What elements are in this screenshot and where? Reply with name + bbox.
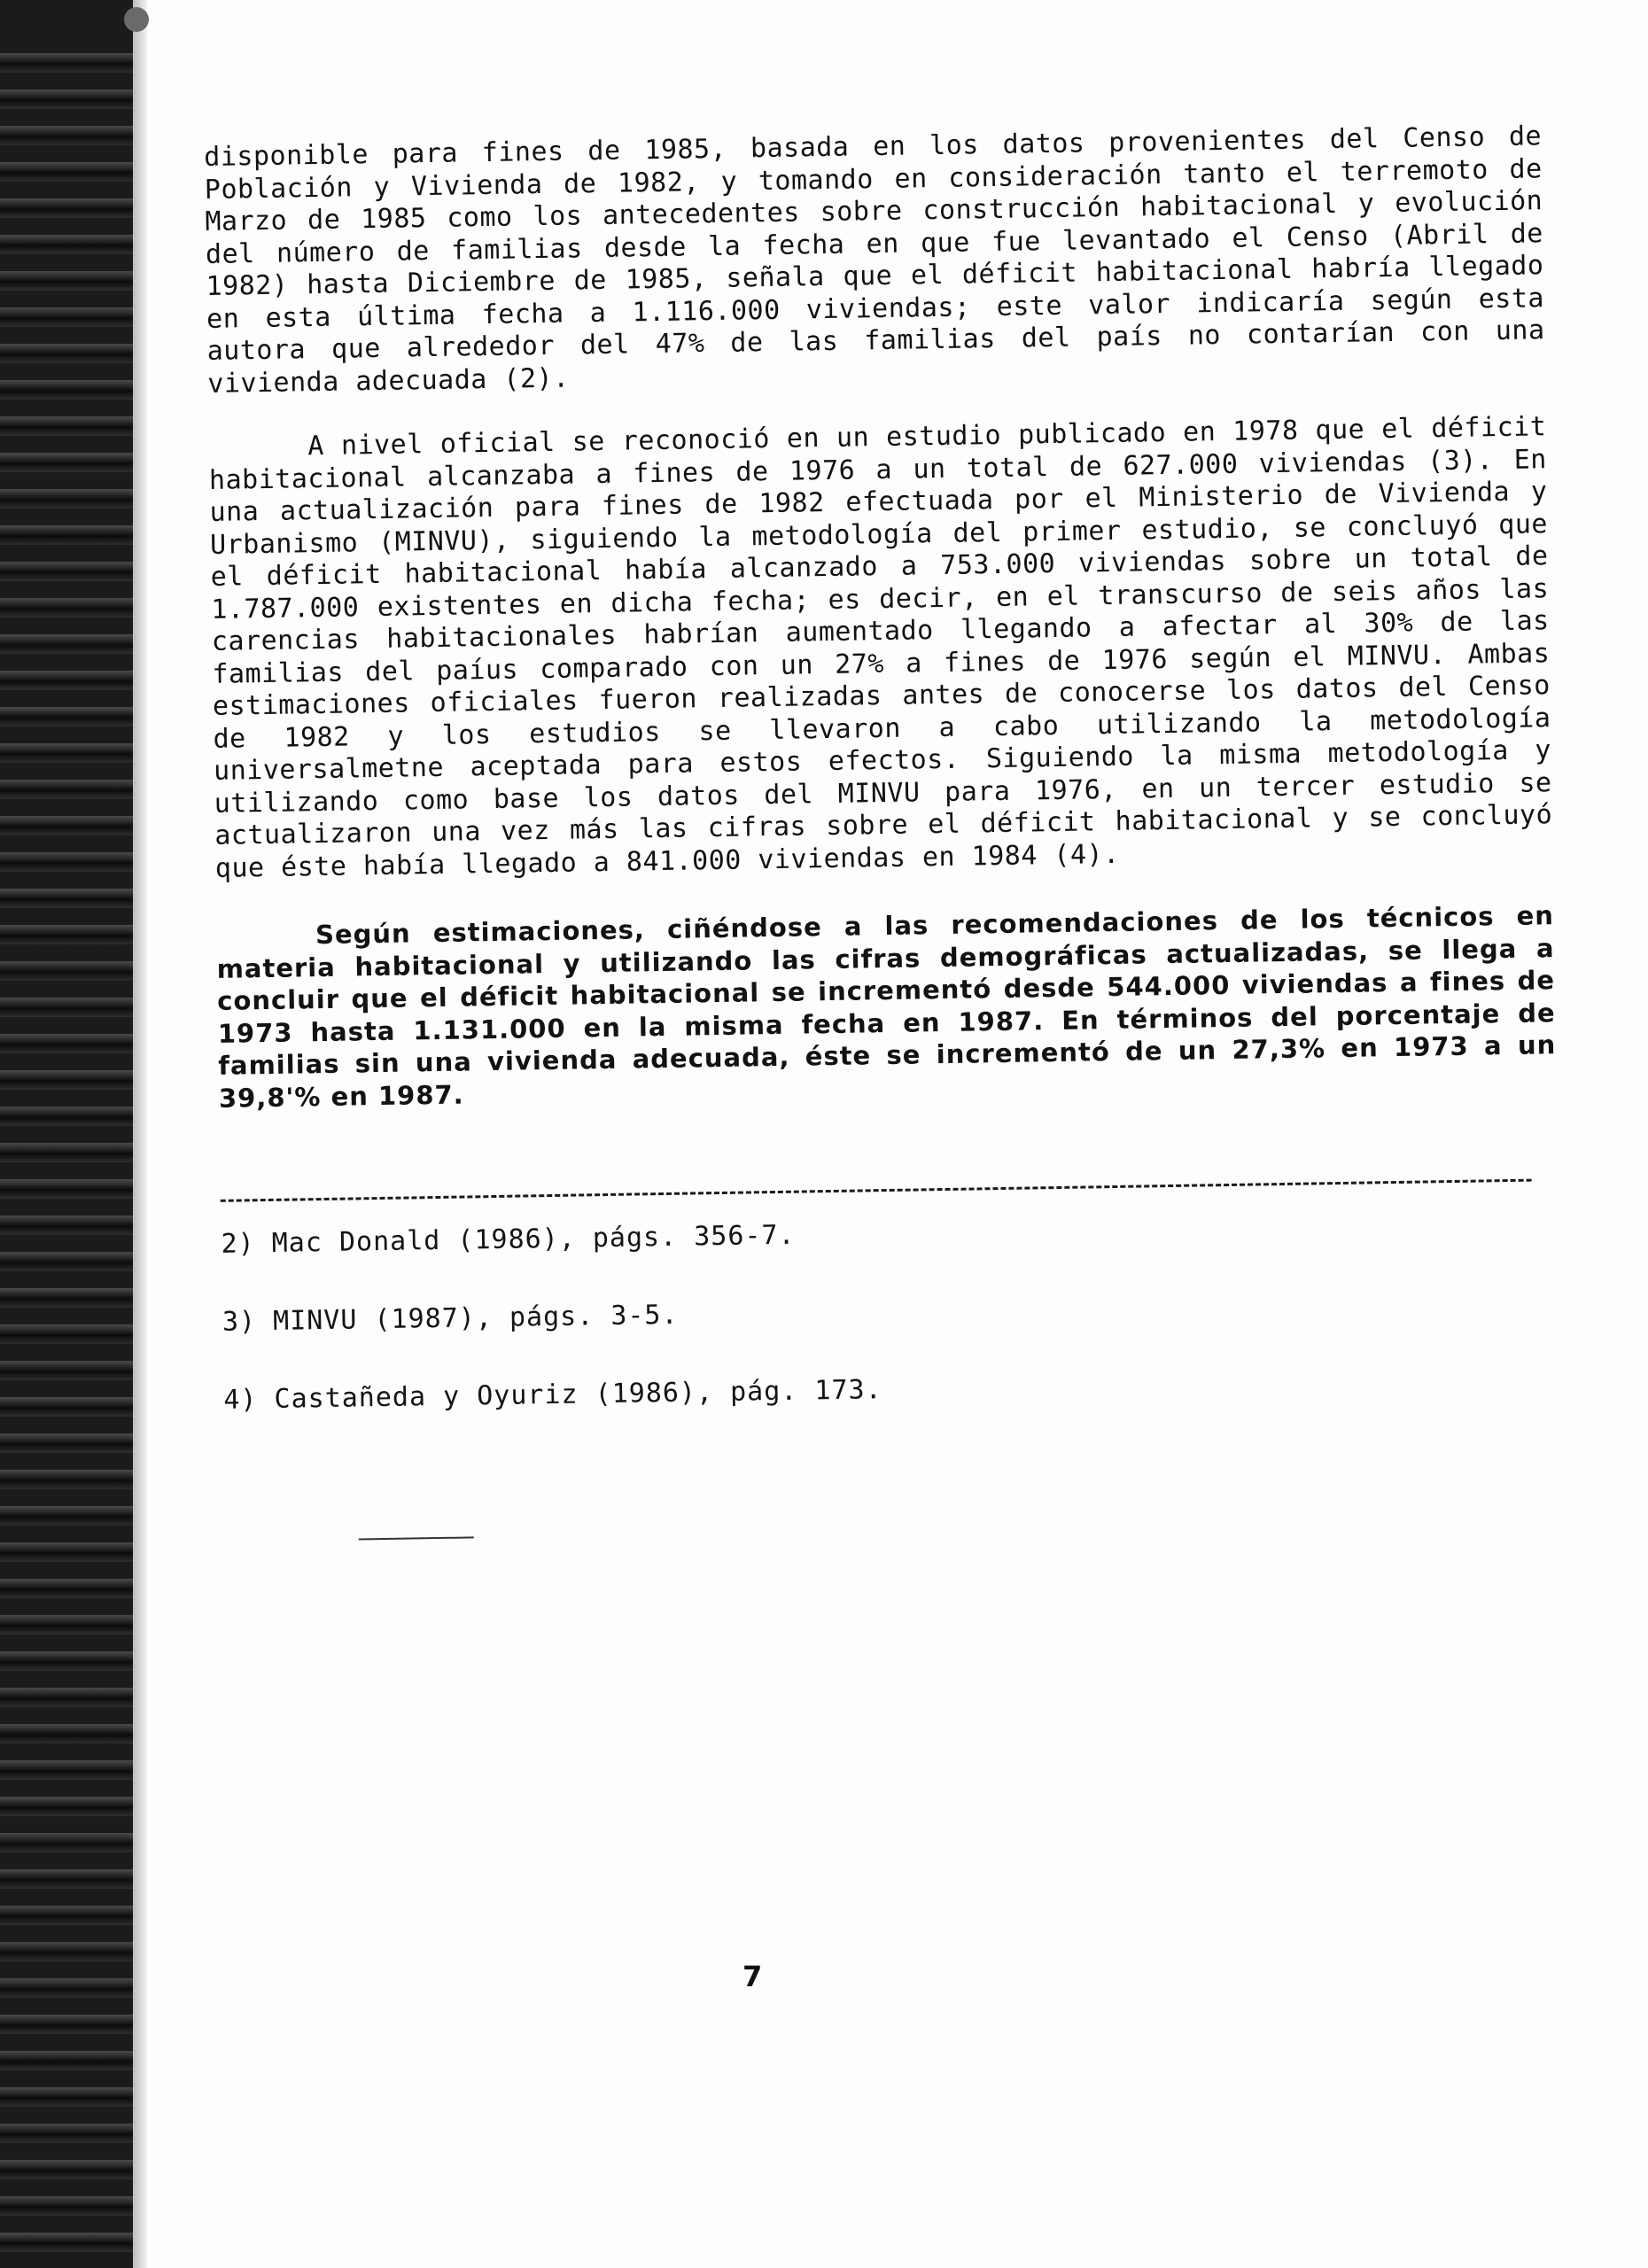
punch-hole [124,7,149,32]
binding-coil [0,2160,146,2179]
binding-coil [0,998,146,1017]
binding-coil [0,2087,146,2107]
binding-coil [0,1542,146,1562]
binding-coil [0,1942,146,1961]
binding-coil [0,1978,146,1998]
binding-coil [0,1760,146,1780]
binding-coil [0,598,146,617]
binding-coil [0,1906,146,1925]
binding-coil [0,780,146,799]
footnote-separator [221,1179,1532,1202]
binding-coil [0,525,146,545]
binding-coil [0,1506,146,1526]
binding-coil [0,126,146,145]
binding-coil [0,1470,146,1489]
page-edge-shadow [133,0,147,2268]
binding-coil [0,2051,146,2070]
binding-coil [0,634,146,654]
binding-coil [0,816,146,835]
binding-coil [0,1433,146,1453]
binding-coil [0,1143,146,1162]
binding-coil [0,1252,146,1271]
binding-coil [0,1651,146,1671]
binding-coil [0,1615,146,1635]
page-body [204,120,1564,1542]
binding-coil [0,1107,146,1126]
binding-coil [0,1324,146,1344]
binding-coil [0,1361,146,1380]
footnote-end-mark [359,1536,474,1540]
binding-coil [0,1397,146,1417]
binding-coil [0,1034,146,1053]
binding-coil [0,671,146,690]
paragraph-1: disponible para fines de 1985, basada en los datos provenientes del Censo de Población y Vivienda de 1982, y tomando en consideración tanto el terremoto de Marzo de 1985 como los antecedentes sobre construcción habitacional y evolución del número de familias desde la fecha en que fue levantado el Censo (Abril de 1982) hasta Diciembre de 1985, señala que el déficit habitacional habría llegado en esta última fecha a 1.116.000 viviendas; este valor indicaría según esta autora que alrededor del 47% de las familias del país no contarían con una vivienda adecuada (2). [204,120,1545,400]
binding-coil [0,235,146,254]
paragraph-3: Según estimaciones, ciñéndose a las recomendaciones de los técnicos en materia habitacional y utilizando las cifras demográficas actualizadas, se llega a concluir que el déficit habitacional se incrementó desde 544.000 viviendas a fines de 1973 hasta 1.131.000 en la misma fecha en 1987. En términos del porcentaje de familias sin una vivienda adecuada, éste se incrementó de un 27,3% en 1973 a un 39,8'% en 1987. [216,900,1557,1114]
binding-coil [0,453,146,472]
binding-coil [0,2196,146,2216]
binding-coil [0,307,146,327]
binding-coil [0,925,146,944]
binding-coil [0,1869,146,1889]
binding-coil [0,1579,146,1598]
binding-coil [0,271,146,291]
binding-coil [0,743,146,763]
spiral-binding [0,0,146,2268]
footnote-3: 3) MINVU (1987), págs. 3-5. [222,1299,679,1338]
binding-coil [0,1833,146,1852]
binding-coil [0,1724,146,1744]
binding-coil [0,1688,146,1707]
binding-coil [0,489,146,509]
binding-coil [0,889,146,908]
binding-coil [0,2233,146,2252]
binding-coil [0,380,146,400]
binding-coil [0,1797,146,1816]
binding-coil [0,162,146,182]
page-number: 7 [742,1960,763,1993]
binding-coil [0,961,146,981]
binding-coil [0,1288,146,1308]
binding-coil [0,852,146,872]
binding-coil [0,2015,146,2034]
binding-coil [0,2124,146,2143]
binding-coil [0,198,146,218]
footnote-2: 2) Mac Donald (1986), págs. 356-7. [221,1219,796,1260]
paragraph-2: A nivel oficial se reconoció en un estudio publicado en 1978 que el déficit habitacional alcanzaba a fines de 1976 a un total de 627.000 viviendas (3). En una actualización para fines de 1982 efectuada por el Ministerio de Vivienda y Urbanismo (MINVU), siguiendo la metodología del primer estudio, se concluyó que el déficit habitacional había alcanzado a 753.000 viviendas sobre un total de 1.787.000 existentes en dicha fecha; es decir, en el transcurso de seis años las carencias habitacionales habrían aumentado llegando a afectar al 30% de las familias del paíus comparado con un 27% a fines de 1976 según el MINVU. Ambas estimaciones oficiales fueron realizadas antes de conocerse los datos del Censo de 1982 y los estudios se llevaron a cabo utilizando la metodología universalmetne aceptada para estos efectos. Siguiendo la misma metodología y utilizando como base los datos del MINVU para 1976, en un tercer estudio se actualizaron una vez más las cifras sobre el déficit habitacional y se concluyó que éste había llegado a 841.000 viviendas en 1984 (4). [208,411,1553,884]
binding-coil [0,707,146,726]
binding-coil [0,562,146,581]
binding-coil [0,89,146,109]
binding-coil [0,1216,146,1235]
binding-coil [0,1179,146,1199]
footnote-4: 4) Castañeda y Oyuriz (1986), pág. 173. [223,1374,882,1416]
binding-coil [0,53,146,73]
binding-coil [0,416,146,436]
binding-coil [0,344,146,363]
binding-coil [0,1070,146,1090]
